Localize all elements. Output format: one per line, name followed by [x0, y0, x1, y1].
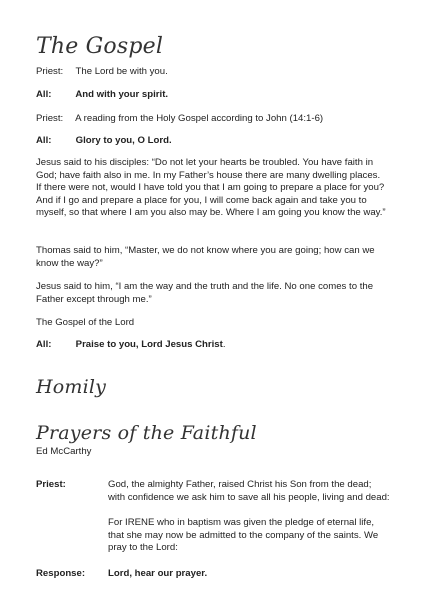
dialogue-line-priest [36, 66, 388, 79]
gospel-acclamation: The Gospel of the Lord [36, 317, 135, 328]
response-label: Response: [36, 568, 86, 579]
priest-label: Priest: [36, 479, 66, 490]
line-text: And with your spirit. [75, 89, 169, 100]
response-text: Lord, hear our prayer. [108, 568, 208, 579]
speaker-label: All: [36, 135, 52, 146]
gospel-paragraph: Jesus said to his disciples: “Do not let your hearts be troubled. You have faith in God; have faith also in me. In my Father’s house there are many dwelling places. If there were not, would I have told you that I am going to prepare a place for you? And if I go and prepare a place for you, I will come back again and take you to myself, so that where I am you also may be. Where I am going you know the way.” [36, 157, 386, 218]
line-text: The Lord be with you. [75, 66, 168, 77]
line-text: A reading from the Holy Gospel according to John (14:1-6) [75, 113, 324, 124]
line-text: Glory to you, O Lord. [75, 135, 172, 146]
gospel-heading: The Gospel [36, 34, 164, 59]
intercession-text: For IRENE who in baptism was given the pledge of eternal life, that she may now be admitted to the company of the saints. We pray to the Lord: [108, 517, 379, 553]
speaker-label: All: [36, 339, 52, 350]
gospel-paragraph: Jesus said to him, “I am the way and the truth and the life. No one comes to the Father except through me.” [36, 281, 374, 305]
prayers-heading: Prayers of the Faithful [36, 422, 257, 444]
gospel-paragraph: Thomas said to him, “Master, we do not know where you are going; how can we know the way?” [36, 245, 375, 269]
speaker-label: Priest: [36, 113, 64, 124]
speaker-label: All: [36, 89, 52, 100]
priest-text: God, the almighty Father, raised Christ his Son from the dead; with confidence we ask him to save all his people, living and dead: [108, 479, 390, 503]
homily-heading: Homily [36, 376, 107, 398]
reader-name: Ed McCarthy [36, 446, 92, 457]
line-end: . [222, 339, 226, 350]
dialogue-line-all [36, 89, 388, 102]
dialogue-line-all-closing [36, 339, 388, 352]
dialogue-line-priest [36, 113, 388, 126]
speaker-label: Priest: [36, 66, 64, 77]
dialogue-line-all [36, 135, 388, 148]
line-text: Praise to you, Lord Jesus Christ [75, 339, 223, 350]
